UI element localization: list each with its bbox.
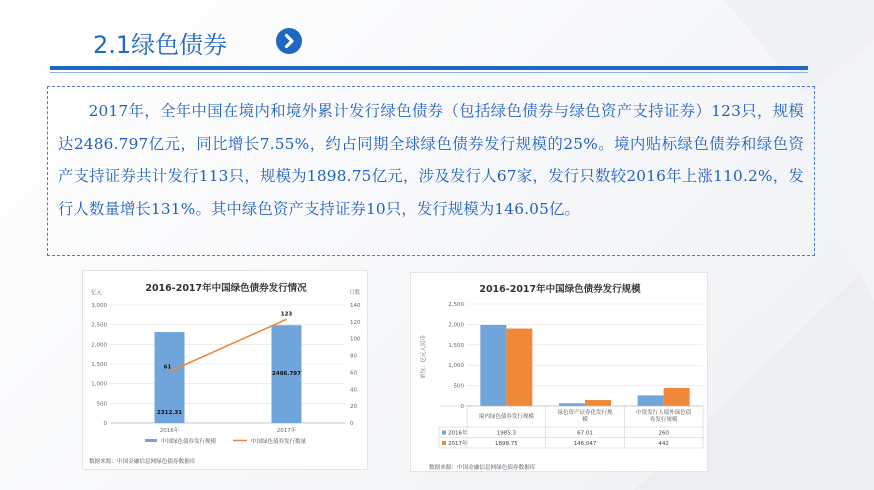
bar: [638, 395, 664, 406]
table-cell: 442: [658, 441, 669, 447]
bar: [585, 400, 611, 406]
y-tick-label: 2,500: [91, 322, 107, 329]
chevron-right-icon: [276, 28, 302, 54]
x-tick-label: 2016年: [159, 428, 180, 434]
y-tick-label: 2,000: [448, 322, 464, 329]
bar-data-label: 2312.31: [156, 410, 183, 416]
y-tick-label: 500: [96, 401, 107, 408]
chart-issuance-overview: [82, 270, 368, 470]
bar: [664, 388, 690, 406]
x-tick-label: 中资发行人境外绿色债: [636, 410, 692, 416]
legend-entry: 2017年: [448, 441, 468, 447]
table-cell: 67.01: [577, 430, 593, 437]
page-title: 2.1绿色债券: [93, 31, 228, 59]
legend-entry: 2016年: [448, 430, 468, 437]
chart-issuance-overview-svg: [83, 271, 369, 471]
y-tick-label: 1,500: [91, 362, 107, 368]
chart-source: 数据来源：中国金融信息网绿色债券数据库: [89, 459, 196, 465]
y2-tick-label: 140: [350, 303, 361, 309]
legend-entry: 中国绿色债券发行规模: [161, 439, 217, 445]
summary-paragraph: 2017年，全年中国在境内和境外累计发行绿色债券（包括绿色债券与绿色资产支持证券）123只，规模达2486.797亿元，同比增长7.55%，约占同期全球绿色债券发行规模的25%。境内贴标绿色债券和绿色资产支持证券共计发行113只，规模为1898.75亿元，涉及发行人67家，发行只数较2016年上涨110.2%，发行人数量增长131%。其中绿色资产支持证券10只，发行规模为146.05亿。: [47, 86, 815, 256]
y2-tick-label: 100: [350, 336, 361, 343]
left-axis-unit: 亿元: [91, 290, 103, 296]
bar: [559, 403, 585, 406]
bar: [480, 325, 506, 406]
chart-source: 数据来源：中国金融信息网绿色债券数据库: [429, 465, 536, 471]
y-tick-label: 0: [460, 404, 464, 410]
y-tick-label: 500: [453, 383, 464, 390]
title-underline: [50, 66, 808, 70]
legend-swatch: [145, 439, 157, 442]
x-tick-label: 绿色资产证券化发行规: [557, 410, 613, 416]
table-cell: 1985.3: [496, 430, 516, 437]
table-cell: 1898.75: [494, 441, 518, 447]
y2-tick-label: 80: [350, 353, 357, 360]
y-tick-label: 2,000: [91, 342, 107, 349]
line-data-label: 123: [280, 311, 293, 318]
chart-issuance-scale-svg: [411, 273, 709, 473]
x-tick-label: 模: [582, 417, 588, 423]
bar: [506, 329, 532, 406]
y2-tick-label: 60: [350, 370, 357, 377]
legend-swatch: [442, 441, 446, 445]
legend-swatch: [442, 431, 446, 435]
y2-tick-label: 0: [350, 421, 354, 427]
y-tick-label: 0: [103, 421, 107, 427]
title-underline-thin: [50, 72, 808, 73]
x-tick-label: 2017年: [276, 428, 297, 434]
y2-tick-label: 120: [350, 319, 361, 326]
right-axis-unit: 只数: [349, 290, 361, 296]
legend-entry: 中国绿色债券发行数量: [251, 439, 307, 445]
next-arrow-button[interactable]: [276, 28, 302, 54]
y-tick-label: 1,000: [91, 381, 107, 388]
y-tick-label: 1,000: [448, 363, 464, 370]
y-tick-label: 1,500: [448, 342, 464, 349]
y-tick-label: 2,500: [448, 302, 464, 308]
y-axis-label: 单位：亿元人民币: [421, 334, 427, 380]
y2-tick-label: 20: [350, 404, 357, 411]
table-cell: 260: [658, 430, 669, 437]
chart-title: 2016-2017年中国绿色债券发行规模: [479, 284, 641, 295]
y-tick-label: 3,000: [91, 303, 107, 309]
chart-issuance-scale: [410, 272, 708, 472]
y2-tick-label: 40: [350, 387, 357, 394]
chart-title: 2016-2017年中国绿色债券发行情况: [145, 283, 307, 294]
table-cell: 146.047: [573, 441, 597, 447]
x-tick-label: 券发行规模: [649, 417, 678, 423]
bar-data-label: 2486.797: [272, 371, 301, 378]
line-data-label: 61: [163, 364, 172, 371]
x-tick-label: 境内绿色债券发行规模: [478, 414, 534, 420]
